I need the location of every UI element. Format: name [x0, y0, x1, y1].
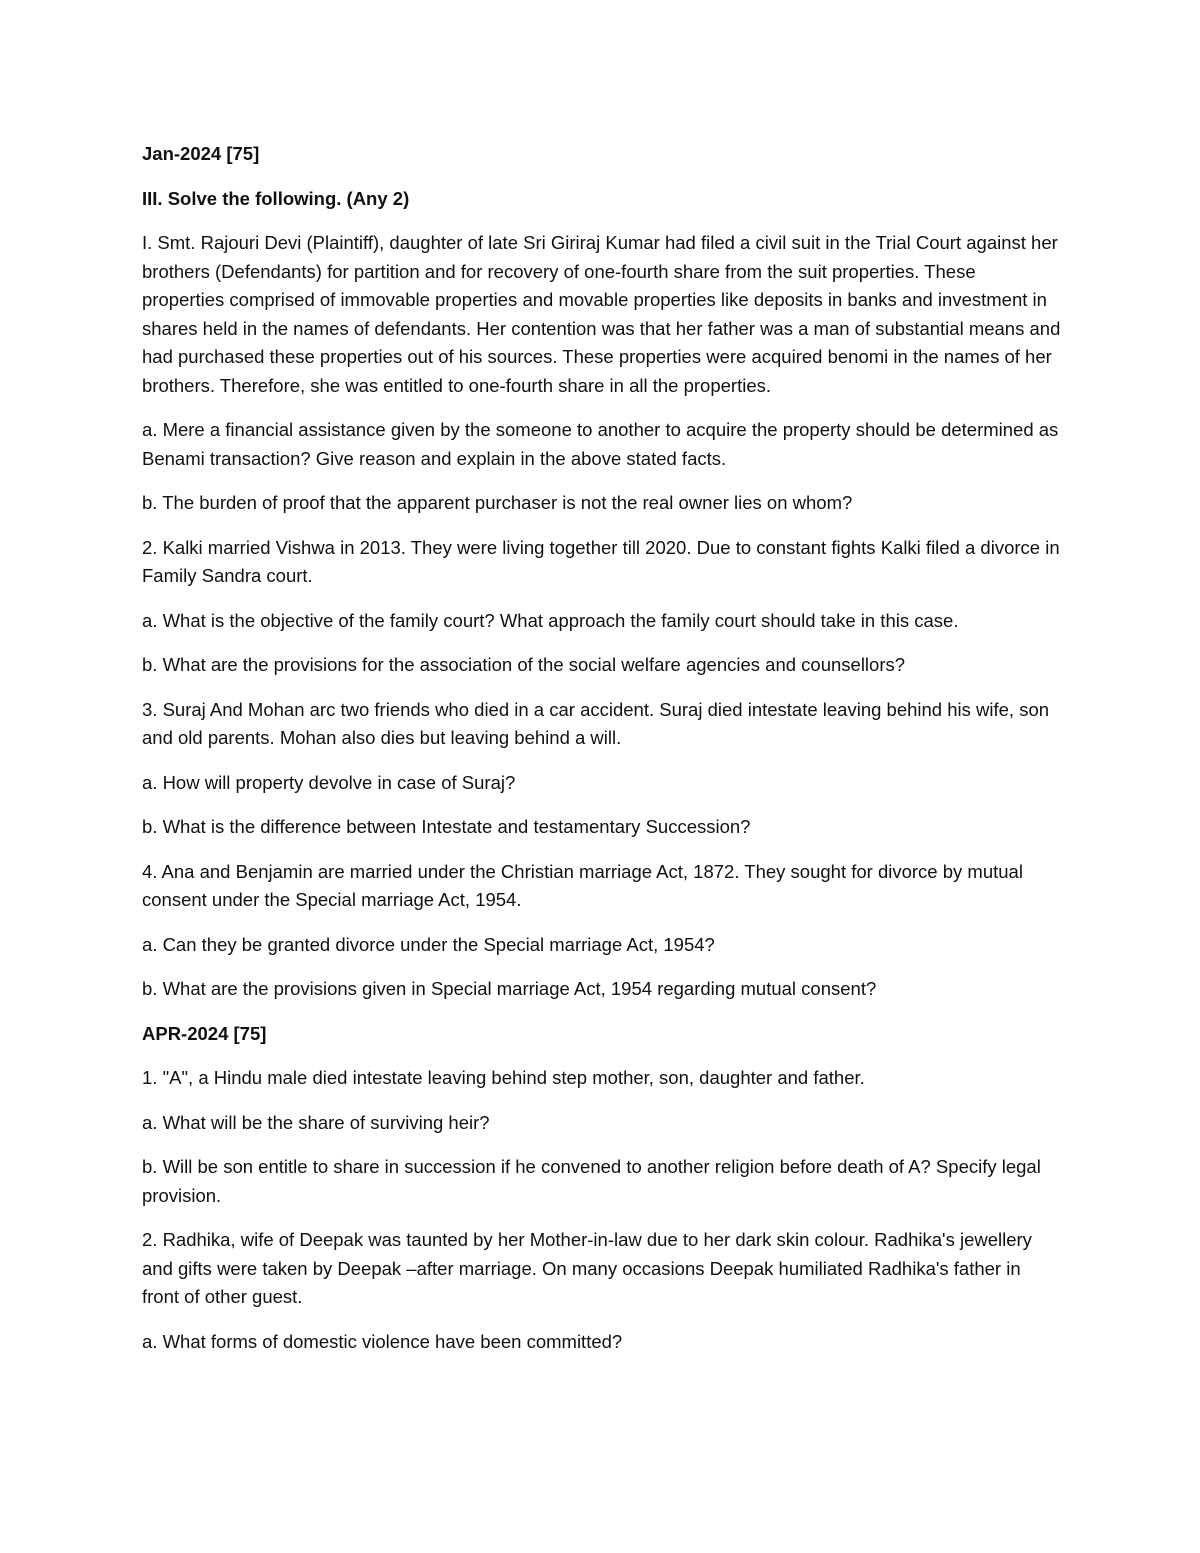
question-1a: a. Mere a financial assistance given by the someone to another to acquire the property should be determined as Benami transaction? Give reason and explain in the above stated facts. — [142, 419, 1059, 469]
question-1-facts: I. Smt. Rajouri Devi (Plaintiff), daughter of late Sri Giriraj Kumar had filed a civil suit in the Trial Court against her brothers (Defendants) for partition and for recovery of one-fourth share from the suit properties. These properties comprised of immovable properties and movable properties like deposits in banks and investment in shares held in the names of defendants. Her contention was that her father was a man of substantial means and had purchased these properties out of his sources. These properties were acquired benomi in the names of her brothers. Therefore, she was entitled to one-fourth share in all the properties. — [142, 232, 1061, 396]
document-body — [142, 140, 1062, 1372]
question-3a: a. How will property devolve in case of Suraj? — [142, 771, 516, 793]
section-heading-jan-2024: Jan-2024 [75] — [142, 143, 260, 164]
question-3b: b. What is the difference between Intestate and testamentary Succession? — [142, 816, 751, 837]
section-heading-apr-2024: APR-2024 [75] — [142, 1022, 267, 1044]
question-4-facts: 4. Ana and Benjamin are married under the Christian marriage Act, 1872. They sought for divorce by mutual consent under the Special marriage Act, 1954. — [142, 860, 1023, 910]
question-2a: a. What is the objective of the family court? What approach the family court should take in this case. — [142, 609, 959, 631]
apr-question-1-facts: 1. "A", a Hindu male died intestate leaving behind step mother, son, daughter and father. — [142, 1067, 865, 1088]
apr-question-2a: a. What forms of domestic violence have been committed? — [142, 1330, 623, 1352]
apr-question-1a: a. What will be the share of surviving heir? — [142, 1111, 490, 1133]
question-3-facts: 3. Suraj And Mohan arc two friends who died in a car accident. Suraj died intestate leaving behind his wife, son and old parents. Mohan also dies but leaving behind a will. — [142, 698, 1050, 748]
question-2-facts: 2. Kalki married Vishwa in 2013. They were living together till 2020. Due to constant fights Kalki filed a divorce in Family Sandra court. — [142, 536, 1060, 586]
question-4a: a. Can they be granted divorce under the Special marriage Act, 1954? — [142, 933, 715, 955]
question-2b: b. What are the provisions for the association of the social welfare agencies and counsellors? — [142, 654, 906, 675]
apr-question-1b: b. Will be son entitle to share in succession if he convened to another religion before death of A? Specify legal provision. — [142, 1156, 1041, 1206]
apr-question-2-facts: 2. Radhika, wife of Deepak was taunted by her Mother-in-law due to her dark skin colour. Radhika's jewellery and gifts were taken by Deepak –after marriage. On many occasions Deepak humiliated Radhika's father in front of other guest. — [142, 1229, 1032, 1307]
question-4b: b. What are the provisions given in Special marriage Act, 1954 regarding mutual consent? — [142, 978, 877, 999]
section-subheading-solve: III. Solve the following. (Any 2) — [142, 187, 410, 209]
question-1b: b. The burden of proof that the apparent purchaser is not the real owner lies on whom? — [142, 492, 853, 513]
